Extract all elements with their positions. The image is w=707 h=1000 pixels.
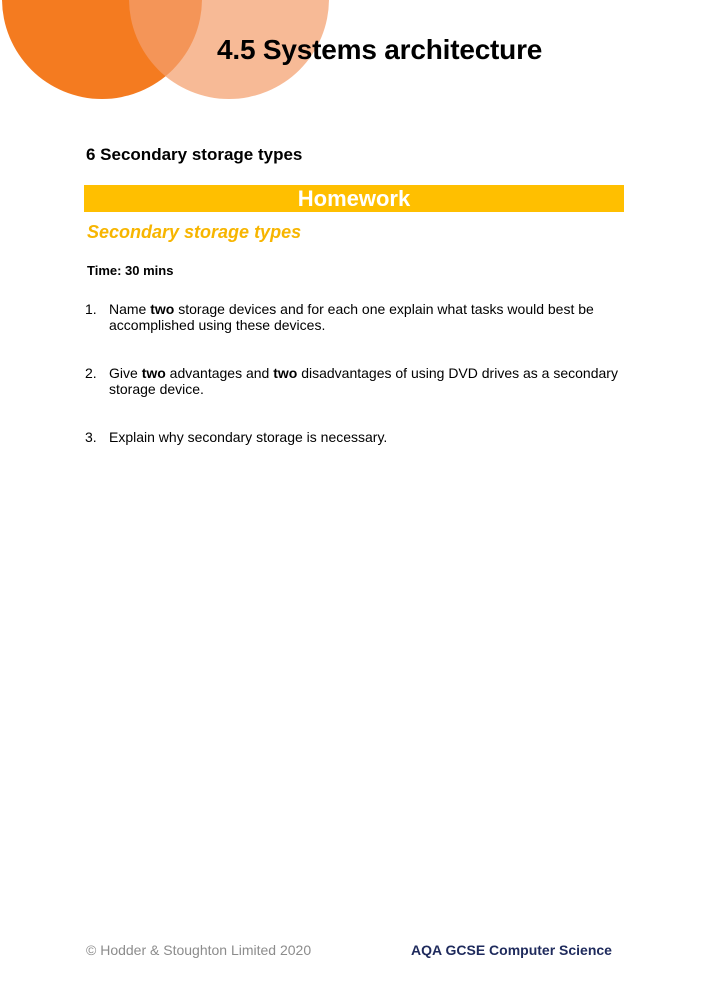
unit-title: 4.5 Systems architecture [217,34,543,65]
question-number: 2. [85,365,97,381]
time-allowance: Time: 30 mins [87,263,174,278]
homework-banner: Homework [84,185,624,212]
footer-course-name: AQA GCSE Computer Science [411,942,612,958]
question-text: Give two advantages and two disadvantages of using DVD drives as a secondary storage device. [109,365,618,397]
question-number: 1. [85,301,97,317]
question-number: 3. [85,429,97,445]
question-text: Explain why secondary storage is necessary. [109,429,388,445]
section-heading: 6 Secondary storage types [86,145,303,164]
question-item [85,429,625,445]
worksheet-subtitle: Secondary storage types [87,222,302,242]
question-list [85,301,625,445]
question-item [85,301,625,365]
footer-copyright: © Hodder & Stoughton Limited 2020 [86,942,312,958]
question-text: Name two storage devices and for each one explain what tasks would best be accomplished using these devices. [109,301,594,333]
question-item [85,365,625,429]
